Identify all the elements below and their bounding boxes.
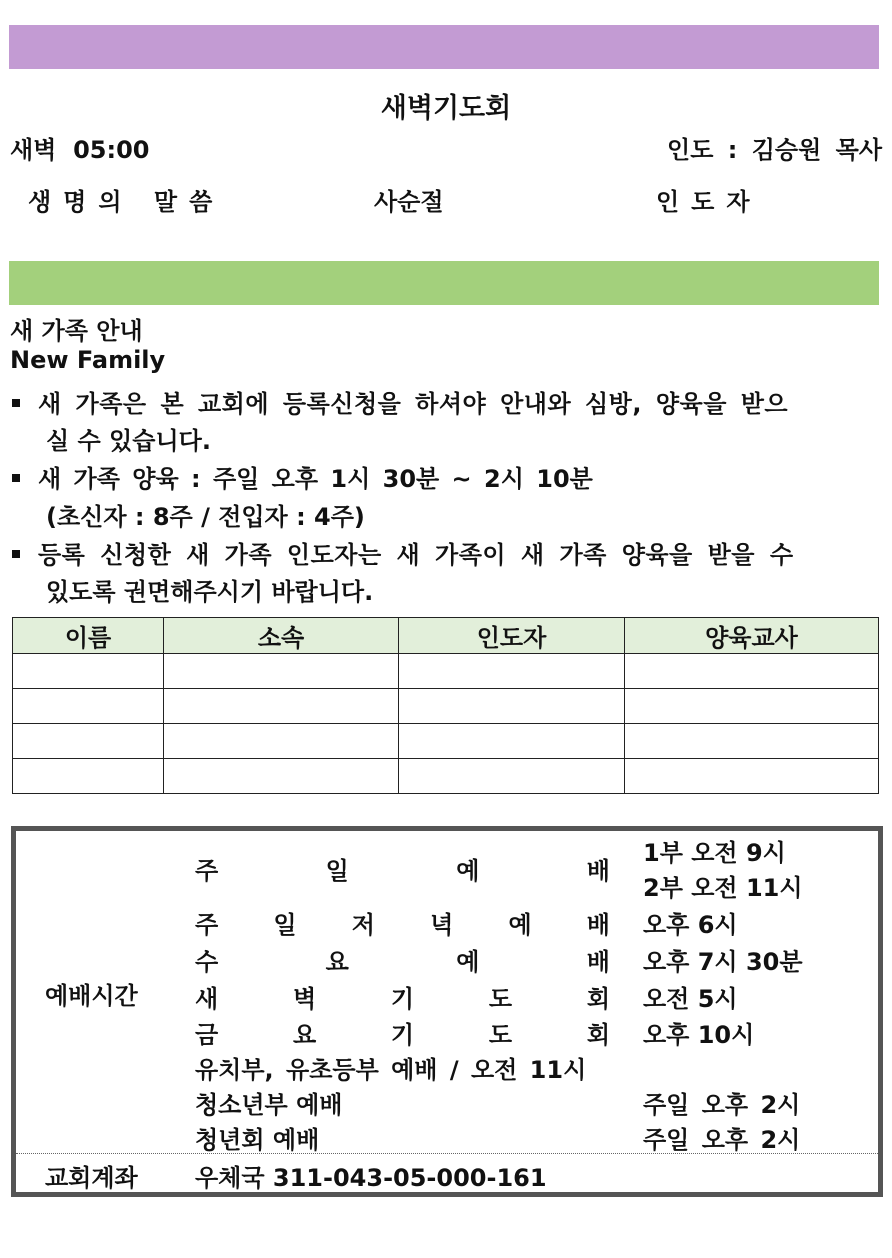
table-cell[interactable]	[164, 654, 399, 689]
bullet-1: 새 가족은 본 교회에 등록신청을 하셔야 안내와 심방, 양육을 받으	[10, 384, 788, 419]
service-time-sunday-evening: 오후 6시	[643, 911, 738, 939]
table-row	[13, 654, 879, 689]
dawn-prayer-time: 새벽 05:00	[10, 136, 150, 164]
service-name-youth: 청소년부 예배	[195, 1091, 343, 1119]
col-header-affiliation: 소속	[164, 618, 399, 654]
col-header-teacher: 양육교사	[625, 618, 879, 654]
bullet-1-cont: 실 수 있습니다.	[46, 427, 211, 455]
bullet-2-cont: (초신자 : 8주 / 전입자 : 4주)	[46, 503, 365, 531]
service-name-friday: 금 요 기 도 회	[195, 1021, 610, 1049]
bullet-3-cont: 있도록 권면해주시기 바랍니다.	[46, 578, 374, 606]
table-cell[interactable]	[164, 689, 399, 724]
service-name-wednesday: 수 요 예 배	[195, 948, 610, 976]
table-cell[interactable]	[625, 724, 879, 759]
col-header-guide: 인도자	[399, 618, 625, 654]
table-cell[interactable]	[399, 759, 625, 794]
service-time-sunday-2: 2부 오전 11시	[643, 874, 803, 902]
table-header-row	[13, 618, 879, 654]
account-label: 교회계좌	[45, 1164, 138, 1192]
table-cell[interactable]	[13, 724, 164, 759]
bullet-square-icon	[12, 474, 20, 482]
account-value: 우체국 311-043-05-000-161	[195, 1164, 547, 1192]
sermon-leader-label: 인도자	[656, 188, 762, 216]
table-row	[13, 759, 879, 794]
service-time-dawn: 오전 5시	[643, 985, 738, 1013]
table-cell[interactable]	[13, 654, 164, 689]
service-name-young-adult: 청년회 예배	[195, 1126, 320, 1154]
table-cell[interactable]	[399, 654, 625, 689]
bullet-square-icon	[12, 550, 20, 558]
dawn-prayer-title: 새벽기도회	[380, 93, 512, 124]
table-cell[interactable]	[625, 689, 879, 724]
table-cell[interactable]	[625, 759, 879, 794]
table-cell[interactable]	[164, 724, 399, 759]
service-name-sunday: 주 일 예 배	[195, 857, 610, 885]
service-time-youth: 주일 오후 2시	[643, 1091, 801, 1119]
service-name-sunday-evening: 주 일 저 녁 예 배	[195, 911, 610, 939]
table-cell[interactable]	[13, 689, 164, 724]
table-cell[interactable]	[13, 759, 164, 794]
header-bar-purple	[9, 25, 879, 69]
table-cell[interactable]	[164, 759, 399, 794]
bullet-square-icon	[12, 399, 20, 407]
service-kindergarten: 유치부, 유초등부 예배 / 오전 11시	[195, 1056, 587, 1084]
table-cell[interactable]	[399, 724, 625, 759]
dawn-prayer-leader: 인도 : 김승원 목사	[667, 136, 882, 164]
table-row	[13, 689, 879, 724]
section-bar-green	[9, 261, 879, 305]
sermon-text: 사순절	[374, 188, 444, 216]
new-family-table	[12, 617, 879, 794]
sermon-label: 생명의 말씀	[28, 188, 225, 216]
dotted-divider	[16, 1153, 878, 1154]
service-name-dawn: 새 벽 기 도 회	[195, 985, 610, 1013]
table-cell[interactable]	[625, 654, 879, 689]
col-header-name: 이름	[13, 618, 164, 654]
worship-label: 예배시간	[45, 982, 138, 1010]
worship-schedule-box	[11, 826, 883, 1197]
new-family-heading: 새 가족 안내	[10, 317, 143, 345]
service-time-young-adult: 주일 오후 2시	[643, 1126, 801, 1154]
table-cell[interactable]	[399, 689, 625, 724]
service-time-sunday-1: 1부 오전 9시	[643, 839, 786, 867]
bullet-2: 새 가족 양육 : 주일 오후 1시 30분 ~ 2시 10분	[10, 459, 593, 494]
service-time-wednesday: 오후 7시 30분	[643, 948, 803, 976]
service-time-friday: 오후 10시	[643, 1021, 755, 1049]
new-family-subheading: New Family	[10, 346, 166, 374]
bullet-3: 등록 신청한 새 가족 인도자는 새 가족이 새 가족 양육을 받을 수	[10, 535, 794, 570]
table-row	[13, 724, 879, 759]
